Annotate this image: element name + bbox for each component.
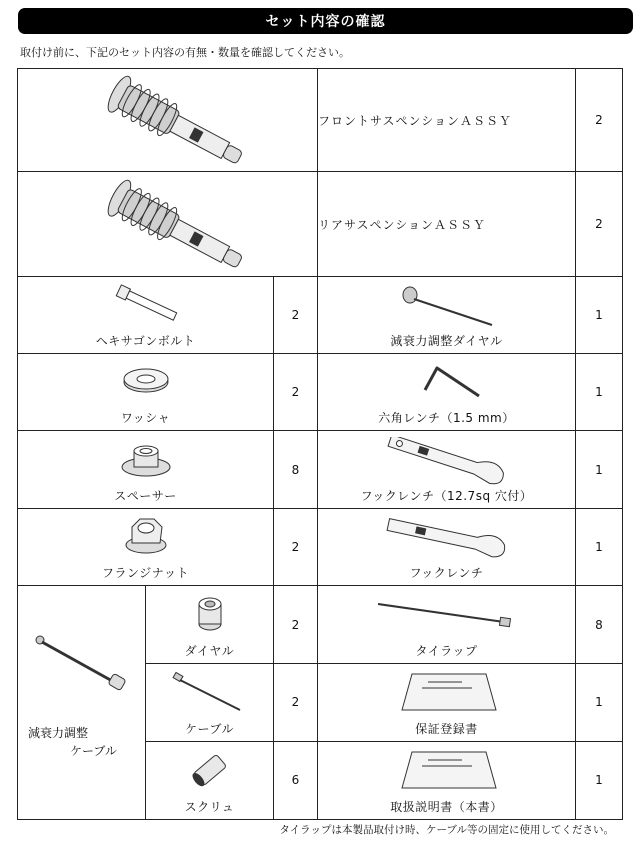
rear-suspension-name: リアサスペンションＡＳＳＹ bbox=[318, 172, 576, 276]
dial-label: ダイヤル bbox=[184, 644, 235, 659]
tie-wrap-cell bbox=[318, 586, 576, 664]
hook-wrench-qty: 1 bbox=[576, 508, 623, 585]
hex-wrench-cell bbox=[318, 354, 576, 431]
dial-cell bbox=[146, 586, 274, 664]
hook-wrench-hole-cell bbox=[318, 431, 576, 508]
damping-dial-label: 減衰力調整ダイヤル bbox=[390, 334, 503, 349]
dial-qty: 2 bbox=[274, 586, 318, 664]
hook-wrench-hole-qty: 1 bbox=[576, 431, 623, 508]
flange-nut-icon bbox=[116, 515, 176, 564]
front-suspension-image-cell bbox=[18, 69, 318, 172]
hex-bolt-icon bbox=[106, 283, 186, 332]
damping-cable-label-line2: ケーブル bbox=[70, 744, 117, 758]
washer-label: ワッシャ bbox=[120, 411, 171, 426]
intro-text: 取付け前に、下記のセット内容の有無・数量を確認してください。 bbox=[20, 46, 350, 59]
tie-wrap-label: タイラップ bbox=[415, 644, 478, 659]
manual-qty: 1 bbox=[576, 741, 623, 819]
damping-cable-cell bbox=[18, 586, 146, 820]
washer-icon bbox=[116, 360, 176, 409]
hex-wrench-label: 六角レンチ（1.5 mm） bbox=[378, 411, 515, 426]
hook-wrench-label: フックレンチ bbox=[409, 566, 484, 580]
table-row bbox=[18, 431, 623, 508]
hook-wrench-hole-label: フックレンチ（12.7sq 穴付） bbox=[360, 488, 533, 503]
table-row bbox=[18, 508, 623, 585]
manual-cell bbox=[318, 741, 576, 819]
front-suspension-illustration bbox=[83, 73, 253, 168]
hook-wrench-hole-icon bbox=[377, 437, 517, 486]
hook-wrench-icon bbox=[377, 515, 517, 564]
front-suspension-qty: 2 bbox=[576, 69, 623, 172]
damping-dial-qty: 1 bbox=[576, 276, 623, 353]
cable-qty: 2 bbox=[274, 664, 318, 741]
manual-icon bbox=[392, 748, 502, 798]
page-title bbox=[18, 8, 633, 34]
tie-wrap-qty: 8 bbox=[576, 586, 623, 664]
spacer-icon bbox=[116, 437, 176, 486]
flange-nut-label: フランジナット bbox=[102, 566, 189, 580]
cable-label: ケーブル bbox=[185, 721, 234, 736]
cable-icon bbox=[170, 670, 250, 719]
footnote: タイラップは本製品取付け時、ケーブル等の固定に使用してください。 bbox=[279, 824, 614, 836]
warranty-label: 保証登録書 bbox=[415, 721, 478, 736]
spacer-label: スペーサー bbox=[114, 488, 177, 503]
table-row bbox=[18, 586, 623, 664]
flange-nut-qty: 2 bbox=[274, 508, 318, 585]
tie-wrap-icon bbox=[372, 592, 522, 642]
washer-qty: 2 bbox=[274, 354, 318, 431]
rear-suspension-image-cell bbox=[18, 172, 318, 276]
screw-label: スクリュ bbox=[184, 800, 235, 814]
hex-bolt-label: ヘキサゴンボルト bbox=[95, 334, 196, 349]
hook-wrench-cell bbox=[318, 508, 576, 585]
flange-nut-cell bbox=[18, 508, 274, 585]
screw-cell bbox=[146, 741, 274, 819]
rear-suspension-qty: 2 bbox=[576, 172, 623, 276]
screw-icon bbox=[185, 748, 235, 798]
spacer-cell bbox=[18, 431, 274, 508]
washer-cell bbox=[18, 354, 274, 431]
hex-bolt-qty: 2 bbox=[274, 276, 318, 353]
screw-qty: 6 bbox=[274, 741, 318, 819]
damping-cable-icon bbox=[32, 632, 132, 702]
dial-icon bbox=[190, 592, 230, 642]
parts-table bbox=[17, 68, 623, 820]
hex-bolt-cell bbox=[18, 276, 274, 353]
page-title-text: セット内容の確認 bbox=[265, 14, 386, 30]
warranty-cell bbox=[318, 664, 576, 741]
table-row bbox=[18, 69, 623, 172]
hex-wrench-qty: 1 bbox=[576, 354, 623, 431]
table-row bbox=[18, 276, 623, 353]
warranty-card-icon bbox=[392, 670, 502, 719]
damping-dial-cell bbox=[318, 276, 576, 353]
damping-cable-label-line1: 減衰力調整 bbox=[28, 726, 89, 740]
hex-wrench-icon bbox=[407, 360, 487, 409]
rear-suspension-illustration bbox=[83, 177, 253, 272]
table-row bbox=[18, 354, 623, 431]
front-suspension-name: フロントサスペンションＡＳＳＹ bbox=[318, 69, 576, 172]
table-row bbox=[18, 172, 623, 276]
warranty-qty: 1 bbox=[576, 664, 623, 741]
spacer-qty: 8 bbox=[274, 431, 318, 508]
manual-label: 取扱説明書（本書） bbox=[390, 800, 503, 814]
cable-cell bbox=[146, 664, 274, 741]
damping-dial-icon bbox=[392, 283, 502, 332]
